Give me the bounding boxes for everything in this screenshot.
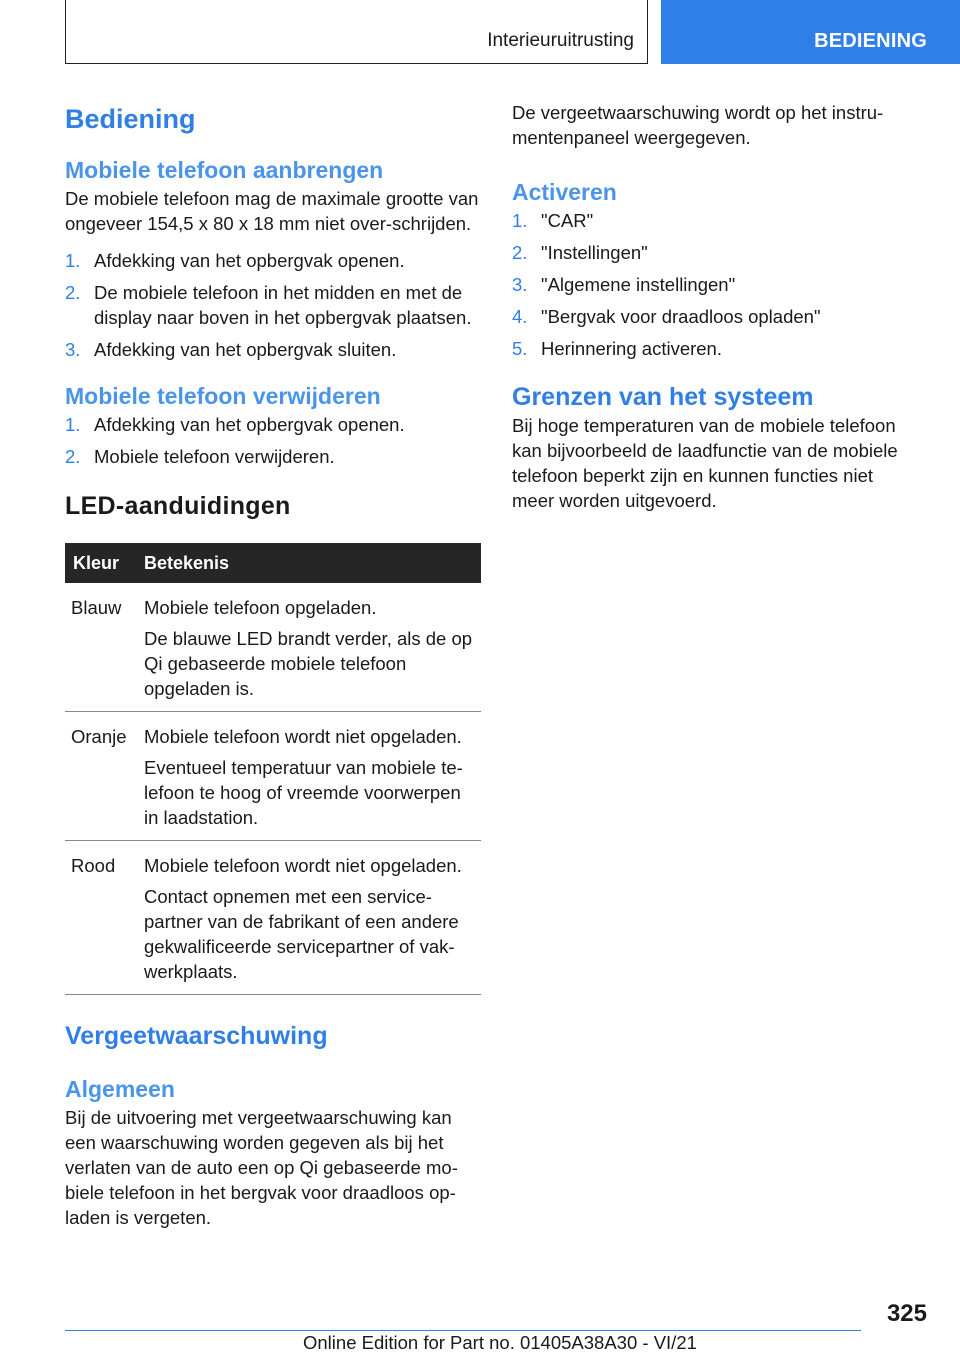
header-section-box — [65, 0, 648, 64]
header-chapter-tab: BEDIENING — [661, 0, 960, 64]
verwijderen-heading: Mobiele telefoon verwijderen — [65, 383, 381, 409]
header-section-title: Interieuruitrusting — [487, 30, 634, 51]
grenzen-text: Bij hoge temperaturen van de mobiele telefoon kan bijvoorbeeld de laadfunctie van de mobiele telefoon beperkt zijn en kunnen functies niet meer worden uitgevoerd. — [512, 415, 898, 511]
vergeet-heading: Vergeetwaarschuwing — [65, 1022, 328, 1050]
aanbrengen-intro: De mobiele telefoon mag de maximale grootte van ongeveer 154,5 x 80 x 18 mm niet over-schrijden. — [65, 188, 479, 234]
list-item: 1. "CAR" — [512, 210, 594, 231]
activeren-steps — [512, 208, 916, 361]
list-item: 5. Herinnering activeren. — [512, 338, 722, 359]
list-item: 1. Afdekking van het opbergvak openen. — [65, 250, 405, 271]
bediening-heading: Bediening — [65, 104, 196, 134]
activeren-heading: Activeren — [512, 179, 617, 205]
left-column — [65, 100, 481, 1230]
table-header-kleur: Kleur — [65, 543, 136, 583]
table-row — [65, 712, 481, 841]
table-row — [65, 841, 481, 995]
list-item: 4. "Bergvak voor draadloos opladen" — [512, 306, 821, 327]
led-heading: LED-aanduidingen — [65, 492, 291, 520]
footer-divider — [65, 1330, 861, 1331]
list-item: 2. De mobiele telefoon in het midden en met de display naar boven in het opbergvak plaatsen. — [65, 282, 472, 328]
list-item: 1. Afdekking van het opbergvak openen. — [65, 414, 405, 435]
vergeet-text: Bij de uitvoering met vergeetwaarschuwing kan een waarschuwing worden gegeven als bij het verlaten van de auto een op Qi gebaseerde mo-biele telefoon in het bergvak voor draadloos op-laden is vergeten. — [65, 1107, 458, 1228]
table-header-row — [65, 543, 481, 583]
aanbrengen-heading: Mobiele telefoon aanbrengen — [65, 157, 384, 183]
table-cell-meaning: Mobiele telefoon wordt niet opgeladen. Eventueel temperatuur van mobiele te-lefoon te hoog of vreemde voorwerpen in laadstation. — [136, 712, 481, 841]
list-item: 2. "Instellingen" — [512, 242, 648, 263]
list-item: 3. "Algemene instellingen" — [512, 274, 736, 295]
table-cell-color: Rood — [65, 841, 136, 995]
footer-edition: Online Edition for Part no. 01405A38A30 - VI/21 — [303, 1332, 697, 1353]
verwijderen-steps — [65, 412, 481, 469]
aanbrengen-steps — [65, 248, 481, 362]
table-cell-color: Oranje — [65, 712, 136, 841]
led-table — [65, 543, 481, 995]
table-header-betekenis: Betekenis — [136, 543, 481, 583]
table-cell-color: Blauw — [65, 583, 136, 712]
list-item: 3. Afdekking van het opbergvak sluiten. — [65, 339, 397, 360]
right-column — [512, 100, 916, 513]
table-row — [65, 583, 481, 712]
grenzen-heading: Grenzen van het systeem — [512, 383, 814, 411]
page-number: 325 — [886, 1300, 927, 1327]
table-cell-meaning: Mobiele telefoon opgeladen. De blauwe LED brandt verder, als de op Qi gebaseerde mobiele telefoon opgeladen is. — [136, 583, 481, 712]
algemeen-heading: Algemeen — [65, 1076, 175, 1102]
list-item: 2. Mobiele telefoon verwijderen. — [65, 446, 335, 467]
table-cell-meaning: Mobiele telefoon wordt niet opgeladen. Contact opnemen met een service-partner van de fabrikant of een andere gekwalificeerde servicepartner of vak-werkplaats. — [136, 841, 481, 995]
vergeet-intro-continued: De vergeetwaarschuwing wordt op het instru-mentenpaneel weergegeven. — [512, 102, 884, 148]
